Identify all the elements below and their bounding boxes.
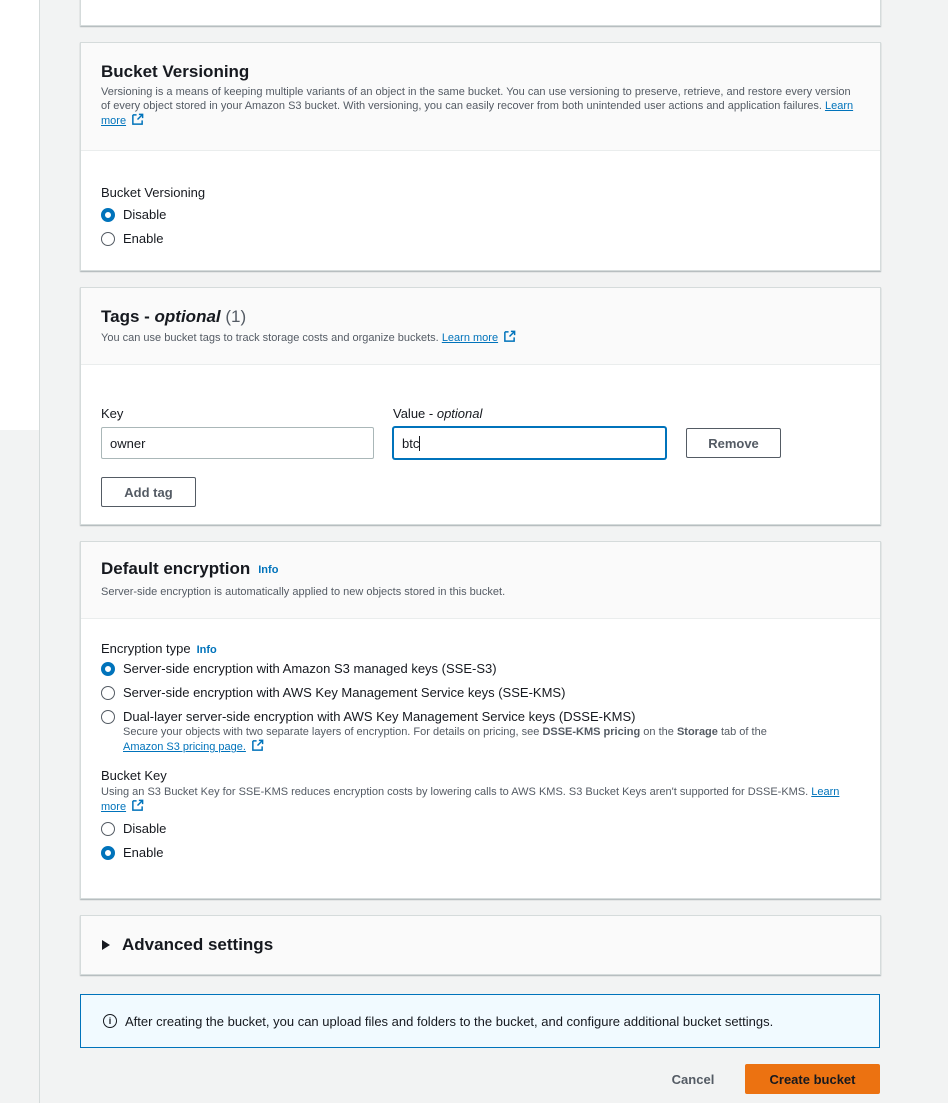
encryption-type-label (101, 641, 860, 656)
bucket-key-option-disable[interactable] (101, 820, 860, 838)
radio-unselected-icon[interactable] (101, 710, 115, 724)
bucket-versioning-field-label: Bucket Versioning (101, 185, 206, 200)
tag-value-input[interactable] (393, 427, 666, 459)
versioning-option-label: Enable (123, 231, 164, 246)
tag-value-label (393, 406, 482, 421)
tags-header (81, 288, 880, 365)
side-navigation (0, 0, 40, 430)
previous-panel (80, 0, 881, 26)
bucket-key-desc-text: Using an S3 Bucket Key for SSE-KMS reduces encryption costs by lowering calls to AWS KMS. S3 Bucket Keys aren't supported for DSSE-KMS. (101, 786, 809, 798)
tag-value-label-optional: optional (436, 406, 483, 421)
text-cursor (419, 436, 420, 451)
external-link-icon[interactable] (251, 739, 264, 752)
tag-value-text: btc (402, 435, 420, 451)
radio-unselected-icon[interactable] (101, 232, 115, 246)
tag-key-label: Key (101, 406, 124, 421)
bucket-versioning-title: Bucket Versioning (101, 62, 250, 81)
tags-learn-more-link[interactable]: Learn more (441, 332, 499, 344)
bucket-versioning-desc-text: Versioning is a means of keeping multiple variants of an object in the same bucket. You can use versioning to preserve, retrieve, and restore every version of every object stored in your Amazon S3 bucket. With versioning, you can easily recover from both unintended user actions and application failures. (101, 86, 851, 112)
encryption-option-dsse-kms[interactable] (101, 708, 860, 726)
advanced-settings-panel[interactable] (80, 915, 881, 975)
bucket-key-learn-more-link[interactable]: Learn more (101, 786, 840, 813)
dsse-desc-bold: DSSE-KMS pricing (542, 726, 641, 738)
external-link-icon[interactable] (503, 330, 516, 343)
radio-selected-icon[interactable] (101, 208, 115, 222)
bucket-key-label: Bucket Key (101, 768, 167, 783)
info-alert-text: After creating the bucket, you can upload files and folders to the bucket, and configure additional bucket settings. (125, 1013, 774, 1029)
cancel-button[interactable]: Cancel (671, 1071, 715, 1087)
dsse-kms-description (123, 726, 860, 754)
tag-value-label-text: Value - (393, 406, 437, 421)
tags-body (81, 365, 880, 525)
radio-selected-icon[interactable] (101, 846, 115, 860)
default-encryption-panel (80, 541, 881, 899)
info-alert (80, 994, 880, 1048)
versioning-option-label: Disable (123, 207, 167, 222)
bucket-key-option-label: Disable (123, 821, 167, 836)
bucket-versioning-header (81, 43, 880, 151)
bucket-key-description (101, 785, 860, 814)
s3-pricing-page-link[interactable]: Amazon S3 pricing page. (123, 741, 246, 753)
versioning-option-disable[interactable] (101, 206, 860, 224)
dsse-desc-bold: Storage (676, 726, 718, 738)
bucket-key-option-enable[interactable] (101, 844, 860, 862)
caret-right-icon[interactable] (101, 940, 111, 950)
tag-key-input[interactable]: owner (101, 427, 374, 459)
versioning-learn-more-link[interactable]: Learn more (101, 100, 854, 127)
dsse-desc-text: Secure your objects with two separate layers of encryption. For details on pricing, see (123, 726, 543, 738)
info-icon: i (103, 1014, 117, 1028)
side-navigation-lower (0, 430, 40, 1103)
create-bucket-button[interactable]: Create bucket (745, 1064, 880, 1094)
external-link-icon[interactable] (131, 799, 144, 812)
tags-title-main: Tags - (101, 307, 155, 326)
bucket-versioning-description (101, 85, 860, 128)
encryption-option-sse-s3[interactable] (101, 660, 860, 678)
external-link-icon[interactable] (131, 113, 144, 126)
radio-unselected-icon[interactable] (101, 686, 115, 700)
encryption-option-sse-kms[interactable] (101, 684, 860, 702)
tags-panel (80, 287, 881, 525)
encryption-type-label-text: Encryption type (101, 641, 191, 656)
encryption-type-info-link[interactable]: Info (196, 643, 217, 656)
versioning-option-enable[interactable] (101, 230, 860, 248)
tags-title (101, 306, 860, 328)
dsse-desc-text: on the (640, 726, 677, 738)
default-encryption-title-text: Default encryption (101, 559, 251, 578)
encryption-option-label: Server-side encryption with AWS Key Management Service keys (SSE-KMS) (123, 685, 566, 700)
encryption-info-link[interactable]: Info (258, 563, 279, 576)
add-tag-button[interactable]: Add tag (101, 477, 196, 507)
bucket-versioning-panel (80, 42, 881, 271)
tags-description (101, 330, 860, 345)
encryption-option-label: Dual-layer server-side encryption with AWS Key Management Service keys (DSSE-KMS) (123, 709, 636, 724)
radio-unselected-icon[interactable] (101, 822, 115, 836)
tags-count: (1) (225, 307, 247, 326)
dsse-desc-text: tab of the (717, 726, 767, 738)
remove-tag-button[interactable]: Remove (686, 428, 781, 458)
radio-selected-icon[interactable] (101, 662, 115, 676)
encryption-option-label: Server-side encryption with Amazon S3 managed keys (SSE-S3) (123, 661, 497, 676)
default-encryption-body (81, 619, 880, 862)
default-encryption-description: Server-side encryption is automatically applied to new objects stored in this bucket. (101, 585, 506, 598)
default-encryption-header (81, 542, 880, 619)
advanced-settings-title[interactable]: Advanced settings (122, 935, 274, 954)
tags-desc-text: You can use bucket tags to track storage costs and organize buckets. (101, 332, 439, 344)
default-encryption-title (101, 558, 860, 581)
tags-title-optional: optional (154, 307, 221, 326)
bucket-versioning-body (81, 151, 880, 248)
bucket-key-option-label: Enable (123, 845, 164, 860)
